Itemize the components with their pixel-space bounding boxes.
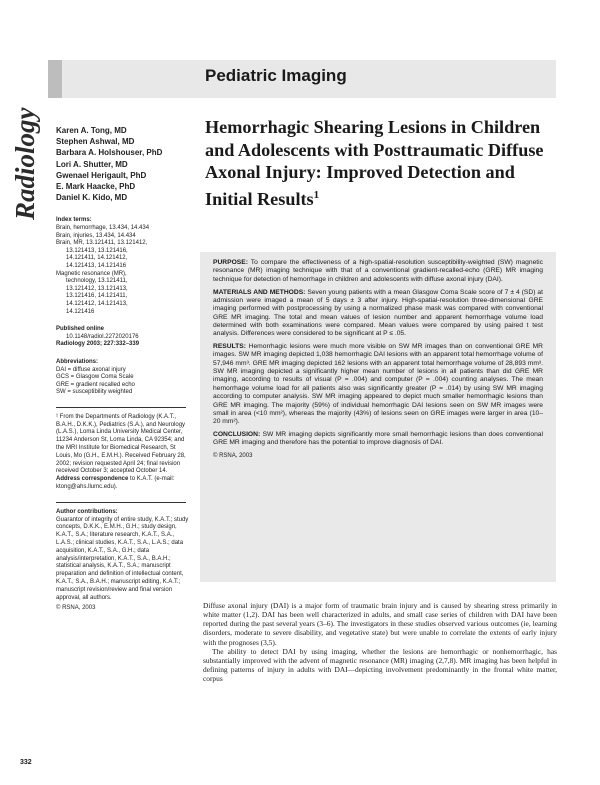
abstract-methods xyxy=(213,289,543,339)
abstract-text: To compare the effectiveness of a high-spatial-resolution susceptibility-weighted (SW) magnetic resonance (MR) imaging technique with that of a conventional gradient-recalled-echo (GRE) MR imaging technique for detection of hemorrhage in children and adolescents with diffuse axonal injury (DAI). xyxy=(213,259,543,283)
index-term: 14.121416 xyxy=(66,308,95,315)
abstract-label: CONCLUSION: xyxy=(213,431,261,439)
doi: 10.1148/radiol.2272020176 xyxy=(66,333,139,340)
abstract-conclusion xyxy=(213,431,543,448)
author: Gwenael Herigault, PhD xyxy=(56,170,147,180)
article-title xyxy=(205,116,565,210)
author: E. Mark Haacke, PhD xyxy=(56,182,136,192)
index-terms-list xyxy=(56,225,192,316)
index-terms xyxy=(56,217,192,316)
abstract-purpose xyxy=(213,259,543,284)
contributions-heading: Author contributions: xyxy=(56,508,118,515)
author: Lori A. Shutter, MD xyxy=(56,159,128,169)
divider xyxy=(56,502,186,503)
abstract-text: Seven young patients with a mean Glasgow Coma Scale score of 7 ± 4 (SD) at admission were imaged a mean of 5 days ± 3 after injury. High-spatial-resolution three-dimensional GRE imaging performed with postprocessing by using a normalized phase mask was compared with conventional GRE MR imaging. The total and mean values of lesion number and apparent hemorrhage volume load determined with both examinations were compared. Mean values were compared by using paired t test analysis. Differences were considered to be significant at P ≤ .05. xyxy=(213,288,543,338)
left-sidebar xyxy=(56,125,192,613)
author: Barbara A. Holshouser, PhD xyxy=(56,148,163,158)
author: Karen A. Tong, MD xyxy=(56,126,127,135)
body-text xyxy=(203,601,557,683)
abstract-copyright: © RSNA, 2003 xyxy=(213,453,253,460)
abbreviation-item: SW = susceptibility weighted xyxy=(56,389,133,396)
index-term: 13.121412, 13.121413, xyxy=(66,285,128,292)
index-term: 14.121412, 14.121413, xyxy=(66,300,128,307)
publication-info xyxy=(56,326,192,349)
article-title-text: Hemorrhagic Shearing Lesions in Children and Adolescents with Posttraumatic Diffuse Axonal Injury: Improved Detection and Initial Results xyxy=(205,117,544,209)
body-paragraph: The ability to detect DAI by using imaging, whether the lesions are hemorrhagic or nonhemorrhagic, has substantially improved with the advent of magnetic resonance (MR) imaging (2,7,8). MR imaging has been helpful in defining patterns of injury in adults with DAI—depicting involvement predominantly in the frontal white matter, corpus xyxy=(203,646,557,684)
index-term: Magnetic resonance (MR), xyxy=(56,270,127,277)
index-terms-heading: Index terms: xyxy=(56,217,92,224)
contributions-text: Guarantor of integrity of entire study, K.A.T.; study concepts, D.K.K., E.M.H., G.H.; study design, K.A.T., S.A.; literature research, K.A.T., S.A., L.A.S.; clinical studies, K.A.T., S.A., L.A.S.; data acquisition, K.A.T., S.A., G.H.; data analysis/interpretation, K.A.T., S.A., B.A.H.; statistical analysis, K.A.T., S.A.; manuscript preparation and definition of intellectual content, K.A.T., S.A., B.A.H.; manuscript editing, K.A.T.; manuscript revision/review and final version approval, all authors. xyxy=(56,516,189,601)
author: Stephen Ashwal, MD xyxy=(56,137,135,147)
abbreviation-item: DAI = diffuse axonal injury xyxy=(56,366,126,373)
index-term: Brain, hemorrhage, 13.434, 14.434 xyxy=(56,225,150,232)
section-header-accent xyxy=(48,60,62,98)
index-term: 13.121413, 13.121416, xyxy=(66,247,128,254)
abbreviations xyxy=(56,359,192,397)
affiliation-note xyxy=(56,414,192,492)
author: Daniel K. Kido, MD xyxy=(56,193,128,203)
divider xyxy=(56,407,186,408)
abbreviation-item: GCS = Glasgow Coma Scale xyxy=(56,374,134,381)
affiliation-text: ¹ From the Departments of Radiology (K.A.T., B.A.H., D.K.K.), Pediatrics (S.A.), and Neurology (L.A.S.), Loma Linda University Medical Center, 11234 Anderson St, Loma Linda, CA 92354; and the MRI Institute for Biomedical Research, St Louis, Mo (G.H., E.M.H.). Received February 28, 2002; revision requested April 24; final revision received October 3; accepted October 14. xyxy=(56,413,186,475)
abstract-label: MATERIALS AND METHODS: xyxy=(213,288,306,296)
abbreviation-item: GRE = gradient recalled echo xyxy=(56,381,135,388)
section-title: Pediatric Imaging xyxy=(205,66,347,85)
abstract-text: SW MR imaging depicts significantly more small hemorrhagic lesions than does conventional GRE MR imaging and therefore has the potential to improve diagnosis of DAI. xyxy=(213,431,543,447)
abstract-label: RESULTS: xyxy=(213,343,246,351)
index-term: 14.121413, 14.121416 xyxy=(66,262,127,269)
abstract-text: Hemorrhagic lesions were much more visible on SW MR images than on conventional GRE MR images. SW MR imaging depicted 1,038 hemorrhagic DAI lesions with an apparent total hemorrhage volume of 57,946 mm³. GRE MR imaging depicted 162 lesions with an apparent total hemorrhage volume of 28,893 mm³. SW MR imaging depicted a significantly higher mean number of lesions in all patients than did GRE MR imaging, according to results of visual (P = .004) and computer (P = .004) counting analyses. The mean hemorrhage volume load for all patients also was significantly greater (P = .014) by using SW MR imaging according to computer analysis. SW MR imaging appeared to depict much smaller hemorrhagic lesions than GRE MR imaging. The majority (59%) of individual hemorrhagic DAI lesions seen on SW MR images were small in area (<10 mm²), whereas the majority (43%) of lesions seen on GRE images were larger in area (10–20 mm²). xyxy=(213,343,543,426)
contributions-copyright: © RSNA, 2003 xyxy=(56,605,96,612)
index-term: technology, 13.121411, xyxy=(66,278,128,285)
author-contributions xyxy=(56,509,192,613)
page-number: 332 xyxy=(20,759,32,766)
index-term: Brain, MR, 13.121411, 13.121412, xyxy=(56,240,148,247)
abstract-results xyxy=(213,343,543,426)
index-term: Brain, injuries, 13.434, 14.434 xyxy=(56,232,136,239)
published-heading: Published online xyxy=(56,326,105,333)
author-list xyxy=(56,125,192,203)
abstract-label: PURPOSE: xyxy=(213,259,248,266)
title-footnote-marker: 1 xyxy=(313,188,320,201)
abbreviations-heading: Abbreviations: xyxy=(56,358,99,365)
citation: Radiology 2003; 227:332–339 xyxy=(56,341,140,348)
abstract xyxy=(213,259,543,461)
index-term: 14.121411, 14.121412, xyxy=(66,255,128,262)
correspondence-text: to K.A.T. (e-mail: ktong@ahs.llumc.edu). xyxy=(56,476,175,491)
journal-name: Radiology xyxy=(10,107,40,220)
index-term: 13.121416, 14.121411, xyxy=(66,293,128,300)
body-paragraph: Diffuse axonal injury (DAI) is a major form of traumatic brain injury and is caused by shearing stress primarily in white matter (1,2). DAI has been well characterized in adults, and small case series of children with DAI have been reported during the past several years (3–6). The investigators in these studies observed various outcomes (ie, learning disorders, moderate to severe disability, and vegetative state) but were unable to correlate the extents of early injury with the prognoses (3,5). xyxy=(203,601,557,647)
correspondence-label: Address correspondence xyxy=(56,476,129,483)
